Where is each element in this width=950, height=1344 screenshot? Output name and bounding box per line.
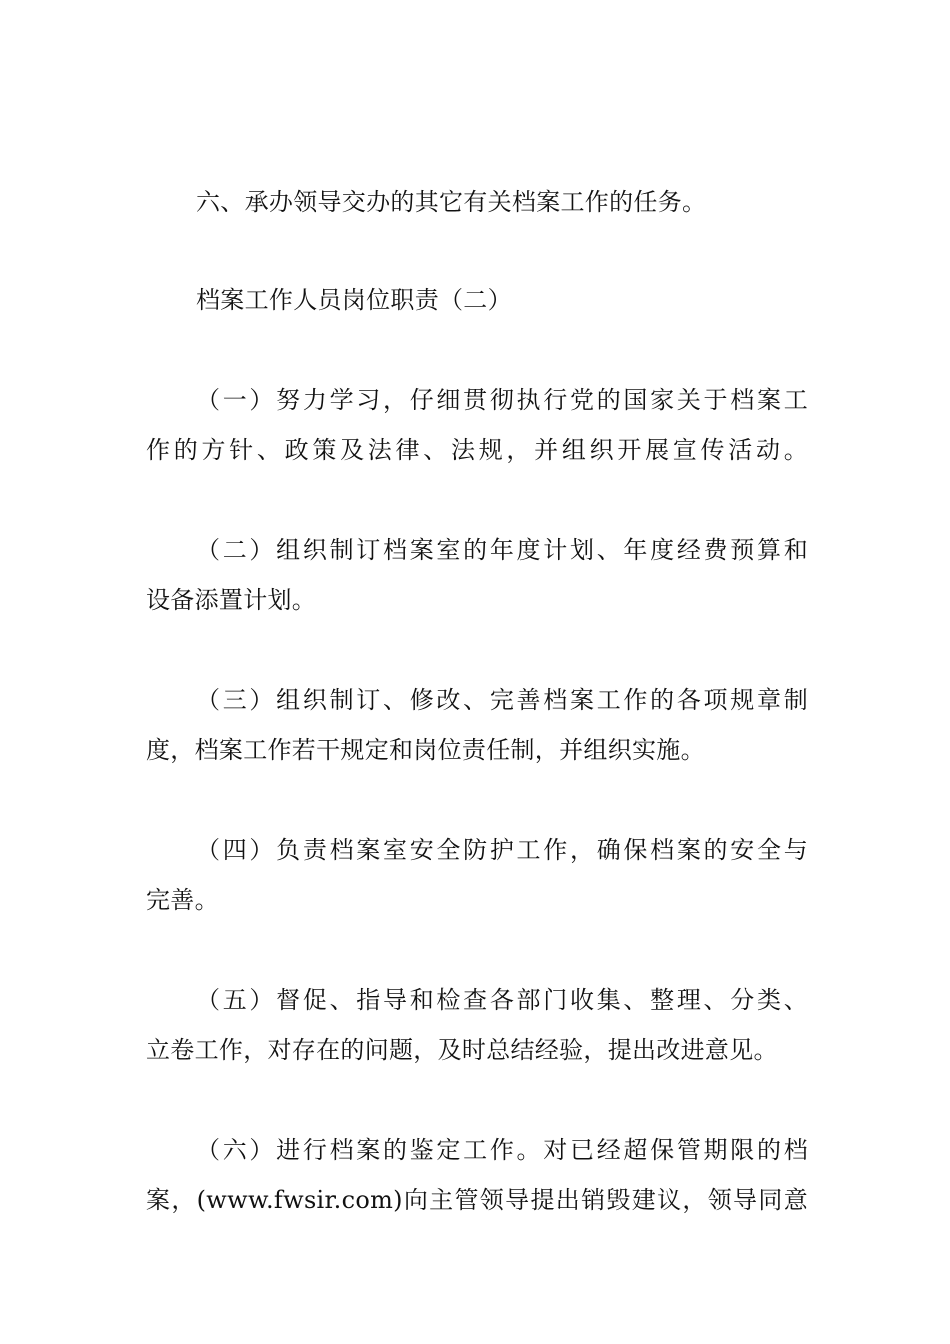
- paragraph-duty-6-line-1: （六）进行档案的鉴定工作。对已经超保管期限的档: [196, 1136, 808, 1164]
- paragraph-duty-3-line-2: 度，档案工作若干规定和岗位责任制，并组织实施。: [146, 736, 705, 764]
- paragraph-duty-3-line-1: （三）组织制订、修改、完善档案工作的各项规章制: [196, 686, 808, 714]
- paragraph-task-six: 六、承办领导交办的其它有关档案工作的任务。: [196, 188, 707, 216]
- paragraph-duty-4-line-1: （四）负责档案室安全防护工作，确保档案的安全与: [196, 836, 808, 864]
- paragraph-duty-6-line-2: 案，(www.fwsir.com)向主管领导提出销毁建议，领导同意: [146, 1186, 808, 1214]
- paragraph-duty-5-line-2: 立卷工作，对存在的问题，及时总结经验，提出改进意见。: [146, 1036, 778, 1064]
- paragraph-duty-2-line-1: （二）组织制订档案室的年度计划、年度经费预算和: [196, 536, 808, 564]
- paragraph-duty-1-line-1: （一）努力学习，仔细贯彻执行党的国家关于档案工: [196, 386, 808, 414]
- paragraph-duty-5-line-1: （五）督促、指导和检查各部门收集、整理、分类、: [196, 986, 808, 1014]
- paragraph-duty-2-line-2: 设备添置计划。: [146, 586, 317, 614]
- paragraph-duty-1-line-2: 作的方针、政策及法律、法规，并组织开展宣传活动。: [146, 436, 808, 464]
- section-heading: 档案工作人员岗位职责（二）: [196, 286, 512, 314]
- paragraph-duty-4-line-2: 完善。: [146, 886, 219, 914]
